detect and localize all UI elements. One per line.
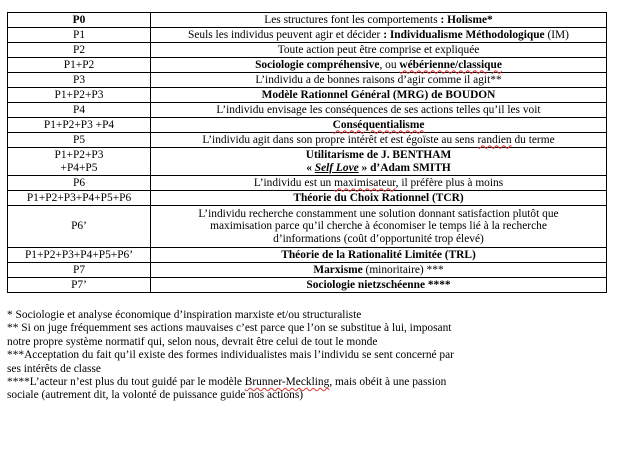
table-row [8, 191, 607, 206]
code-cell: P7’ [8, 278, 151, 293]
description-bold: wébérienne/classique [399, 58, 502, 71]
description-cell [151, 28, 607, 43]
footnote: ** Si on juge fréquemment ses actions mauvaises c’est parce que l’on se substitue à lui, imposant [7, 322, 452, 335]
description-bold: : Individualisme Méthodologique [383, 28, 545, 41]
footnote-text: , mais obéit à une passion [329, 376, 447, 389]
table-row [8, 263, 607, 278]
description-cell: L’individu envisage les conséquences de ses actions telles qu’il les voit [151, 103, 607, 118]
description-text: randien [477, 133, 512, 146]
footnote-text: Brunner-Meckling [244, 376, 330, 389]
table-row [8, 248, 607, 263]
description-text: , ou [379, 58, 400, 71]
footnote: * Sociologie et analyse économique d’inspiration marxiste et/ou structuraliste [7, 309, 362, 321]
description-cell [151, 13, 607, 28]
description-cell [151, 58, 607, 73]
quote-close: » d’Adam SMITH [358, 161, 451, 174]
code-cell: P6’ [8, 206, 151, 248]
description-cell: Modèle Rationnel Général (MRG) de BOUDON [151, 88, 607, 103]
code-cell: P1+P2+P3 [8, 88, 151, 103]
description-cell [151, 118, 607, 133]
table-row [8, 118, 607, 133]
footnote-text: ****L’acteur n’est plus du tout guidé par le modèle [7, 376, 245, 389]
paradigm-table [7, 12, 607, 293]
footnote: ***Acceptation du fait qu’il existe des formes individualistes mais l’individu se sent concerné par [7, 349, 454, 362]
quote-open: « [306, 161, 315, 174]
code-cell: P1 [8, 28, 151, 43]
self-love-italic: Self Love [314, 161, 359, 174]
description-cell [151, 263, 607, 278]
description-line: Utilitarisme de J. BENTHAM [305, 148, 452, 161]
code-cell: P3 [8, 73, 151, 88]
description-text: L’individu agit dans son propre intérêt et est égoïste au sens [202, 133, 478, 146]
code-line: +P4+P5 [60, 161, 98, 174]
description-cell: Toute action peut être comprise et expliquée [151, 43, 607, 58]
description-text: Les structures font les comportements [264, 13, 441, 26]
table-row [8, 43, 607, 58]
table-row [8, 73, 607, 88]
footnote: ses intérêts de classe [7, 362, 101, 375]
description-line: maximisation parce qu’il cherche à économiser le temps lié à la recherche [210, 220, 547, 233]
code-cell [8, 148, 151, 176]
description-cell [151, 176, 607, 191]
code-cell: P4 [8, 103, 151, 118]
description-bold: Marxisme [313, 263, 363, 276]
description-cell [151, 148, 607, 176]
code-cell: P1+P2+P3 +P4 [8, 118, 151, 133]
table-row [8, 206, 607, 248]
code-line: P1+P2+P3 [54, 148, 104, 161]
description-bold: : Holisme* [440, 13, 493, 26]
description-text: , il préfère plus à moins [395, 176, 504, 189]
description-cell: Sociologie nietzschéenne **** [151, 278, 607, 293]
description-cell [151, 133, 607, 148]
code-cell: P1+P2+P3+P4+P5+P6’ [8, 248, 151, 263]
footnote [7, 376, 567, 389]
description-bold: Sociologie compréhensive [255, 58, 380, 71]
table-row [8, 103, 607, 118]
code-cell: P0 [8, 13, 151, 28]
table-row [8, 58, 607, 73]
table-row [8, 133, 607, 148]
description-bold: Conséquentialisme [332, 118, 425, 131]
description-line: L’individu recherche constamment une solution donnant satisfaction plutôt que [198, 207, 559, 220]
footnote: notre propre système normatif qui, selon nous, devrait être celui de tout le monde [7, 335, 378, 348]
table-row [8, 176, 607, 191]
description-line [154, 162, 603, 175]
table-row [8, 148, 607, 176]
description-cell: Théorie de la Rationalité Limitée (TRL) [151, 248, 607, 263]
description-text: (IM) [544, 28, 569, 41]
code-cell: P1+P2+P3+P4+P5+P6 [8, 191, 151, 206]
description-text: Seuls les individus peuvent agir et décider [188, 28, 384, 41]
description-text: du terme [511, 133, 555, 146]
document [7, 12, 617, 403]
description-cell: L’individu a de bonnes raisons d’agir comme il agit** [151, 73, 607, 88]
footnotes [7, 309, 567, 403]
description-text: (minoritaire) *** [362, 263, 444, 276]
code-cell: P7 [8, 263, 151, 278]
description-text: maximisateur [334, 176, 396, 189]
footnote: sociale (autrement dit, la volonté de puissance guide nos actions) [7, 389, 304, 402]
table-row [8, 28, 607, 43]
code-cell: P6 [8, 176, 151, 191]
code-cell: P1+P2 [8, 58, 151, 73]
description-line: d’informations (coût d’opportunité trop élevé) [273, 232, 484, 245]
code-cell: P5 [8, 133, 151, 148]
description-text: L’individu est un [253, 176, 335, 189]
table-row [8, 13, 607, 28]
table-row [8, 278, 607, 293]
code-cell: P2 [8, 43, 151, 58]
description-cell: Théorie du Choix Rationnel (TCR) [151, 191, 607, 206]
table-row [8, 88, 607, 103]
description-cell [151, 206, 607, 248]
